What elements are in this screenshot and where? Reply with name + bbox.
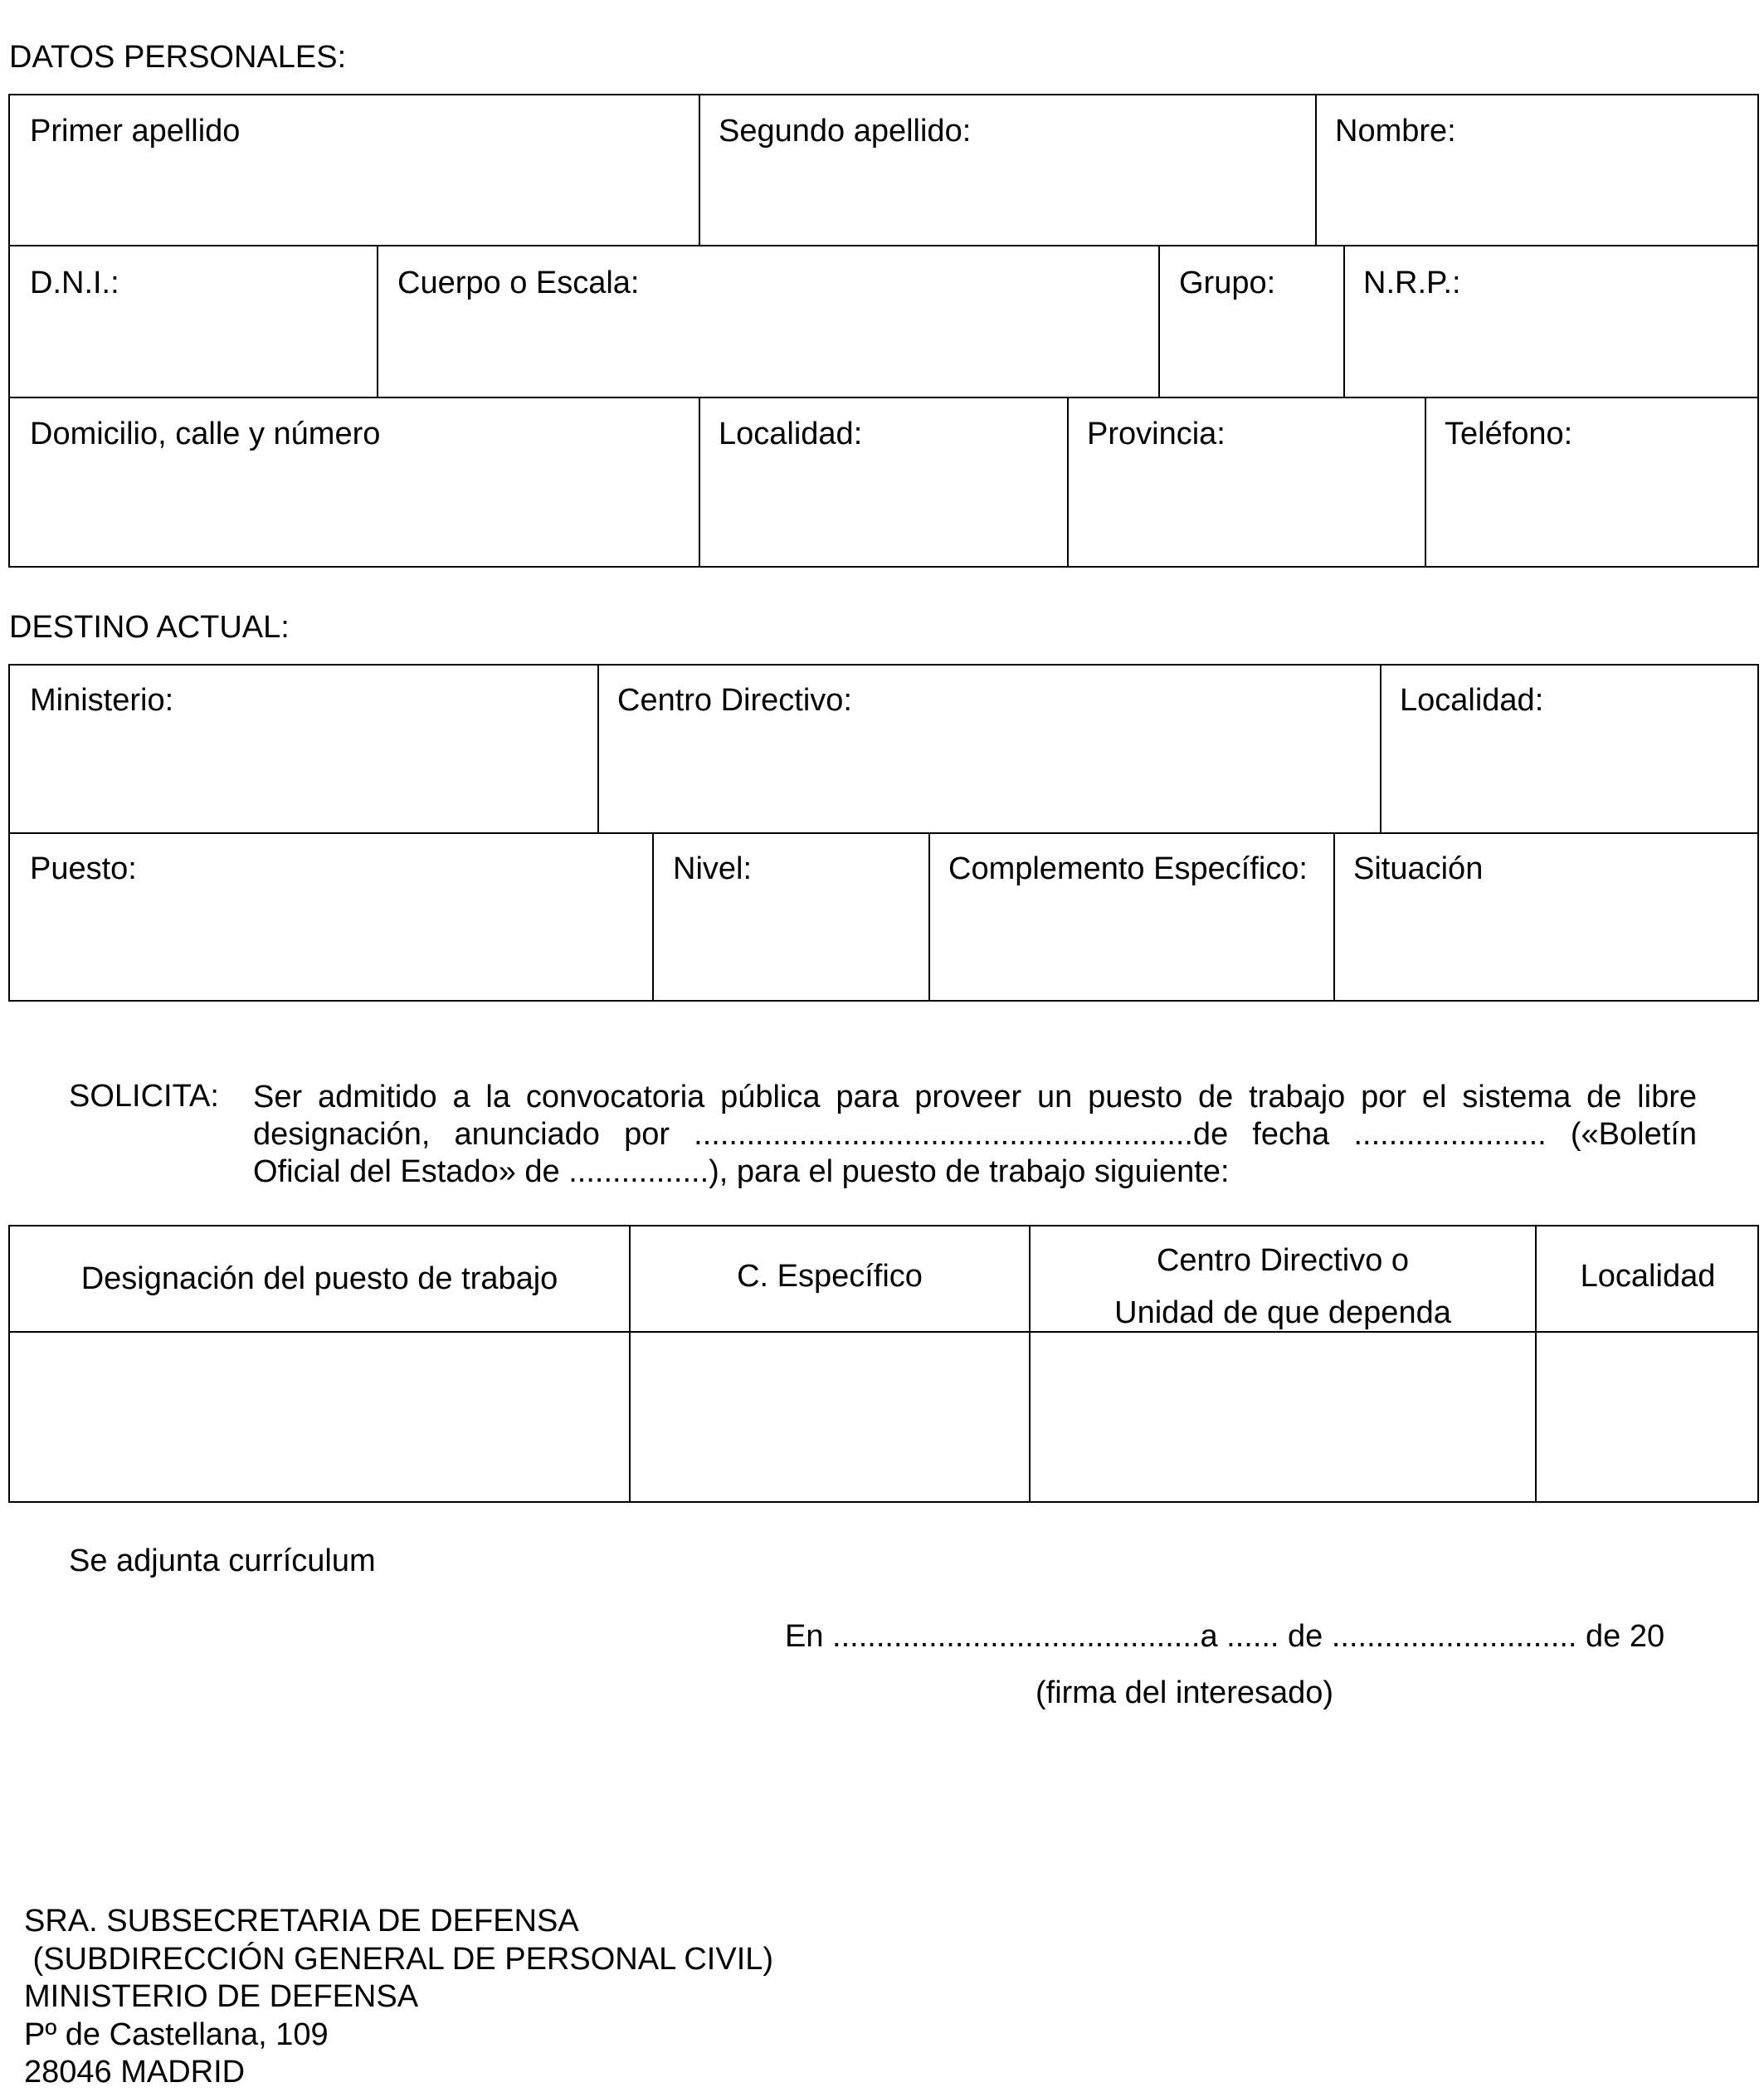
col-divider: [1067, 397, 1069, 568]
header-c-especifico-label: C. Específico: [737, 1258, 923, 1294]
row-divider: [8, 245, 1759, 246]
col-divider: [699, 94, 700, 246]
solicita-label: SOLICITA:: [69, 1079, 219, 1114]
cell-c-especifico-input[interactable]: [631, 1333, 1029, 1501]
row-divider: [8, 397, 1759, 398]
address-line-4: Pº de Castellana, 109: [24, 2016, 329, 2052]
row-divider: [8, 832, 1759, 834]
col-divider: [1158, 245, 1160, 397]
primer-apellido-field[interactable]: Primer apellido: [30, 114, 241, 149]
address-line-5: 28046 MADRID: [24, 2055, 246, 2090]
nrp-field[interactable]: N.R.P.:: [1363, 266, 1461, 300]
header-c-especifico: [631, 1226, 1029, 1326]
destino-actual-title: DESTINO ACTUAL:: [9, 610, 290, 645]
destinatario-address: [24, 1903, 773, 2092]
header-centro-directivo-line1: Centro Directivo o: [1156, 1243, 1410, 1278]
col-divider: [1333, 832, 1335, 1002]
firma-label: (firma del interesado): [1035, 1675, 1334, 1710]
header-designacion: [10, 1226, 629, 1331]
destino-localidad-field[interactable]: Localidad:: [1400, 683, 1544, 718]
header-designacion-label: Designación del puesto de trabajo: [80, 1261, 558, 1296]
domicilio-field[interactable]: Domicilio, calle y número: [30, 417, 381, 451]
header-localidad: [1537, 1226, 1759, 1326]
segundo-apellido-field[interactable]: Segundo apellido:: [719, 114, 972, 149]
col-divider: [928, 832, 930, 1002]
puesto-field[interactable]: Puesto:: [30, 851, 137, 886]
col-divider: [377, 245, 378, 397]
complemento-especifico-field[interactable]: Complemento Específico:: [948, 851, 1308, 886]
col-divider: [1315, 94, 1317, 246]
nivel-field[interactable]: Nivel:: [673, 851, 753, 886]
header-centro-directivo-line2: Unidad de que dependa: [1114, 1295, 1451, 1330]
cell-localidad-input[interactable]: [1537, 1333, 1759, 1501]
centro-directivo-field[interactable]: Centro Directivo:: [617, 683, 852, 718]
nombre-field[interactable]: Nombre:: [1335, 114, 1456, 149]
header-centro-directivo: [1031, 1235, 1535, 1339]
datos-personales-title: DATOS PERSONALES:: [9, 40, 347, 75]
col-divider: [699, 397, 700, 568]
address-line-2: (SUBDIRECCIÓN GENERAL DE PERSONAL CIVIL): [24, 1941, 774, 1977]
provincia-field[interactable]: Provincia:: [1087, 417, 1226, 451]
telefono-field[interactable]: Teléfono:: [1445, 417, 1573, 451]
cell-centro-directivo-input[interactable]: [1031, 1333, 1535, 1501]
solicita-text: Ser admitido a la convocatoria pública para proveer un puesto de trabajo por el sistema de libre designación, anunciado por .........................................................de fecha ...................... («Boletín Oficial del Estado» de ................), para el puesto de trabajo siguiente:: [253, 1080, 1697, 1189]
curriculum-note: Se adjunta currículum: [69, 1543, 376, 1578]
cuerpo-escala-field[interactable]: Cuerpo o Escala:: [397, 266, 640, 300]
col-divider: [1425, 397, 1426, 568]
col-divider: [1380, 664, 1381, 833]
fecha-line[interactable]: En ..........................................a ...... de ............................ de 20: [785, 1619, 1665, 1654]
situacion-field[interactable]: Situación: [1353, 851, 1484, 886]
localidad-field[interactable]: Localidad:: [719, 417, 863, 451]
cell-designacion-input[interactable]: [10, 1333, 629, 1501]
col-divider: [597, 664, 599, 833]
grupo-field[interactable]: Grupo:: [1179, 266, 1276, 300]
col-divider: [652, 832, 654, 1002]
ministerio-field[interactable]: Ministerio:: [30, 683, 174, 718]
address-line-1: SRA. SUBSECRETARIA DE DEFENSA: [24, 1904, 579, 1938]
address-line-3: MINISTERIO DE DEFENSA: [24, 1979, 419, 2014]
dni-field[interactable]: D.N.I.:: [30, 266, 119, 300]
header-localidad-label: Localidad: [1580, 1258, 1716, 1294]
col-divider: [1343, 245, 1345, 397]
datos-personales-border: [8, 94, 1759, 568]
